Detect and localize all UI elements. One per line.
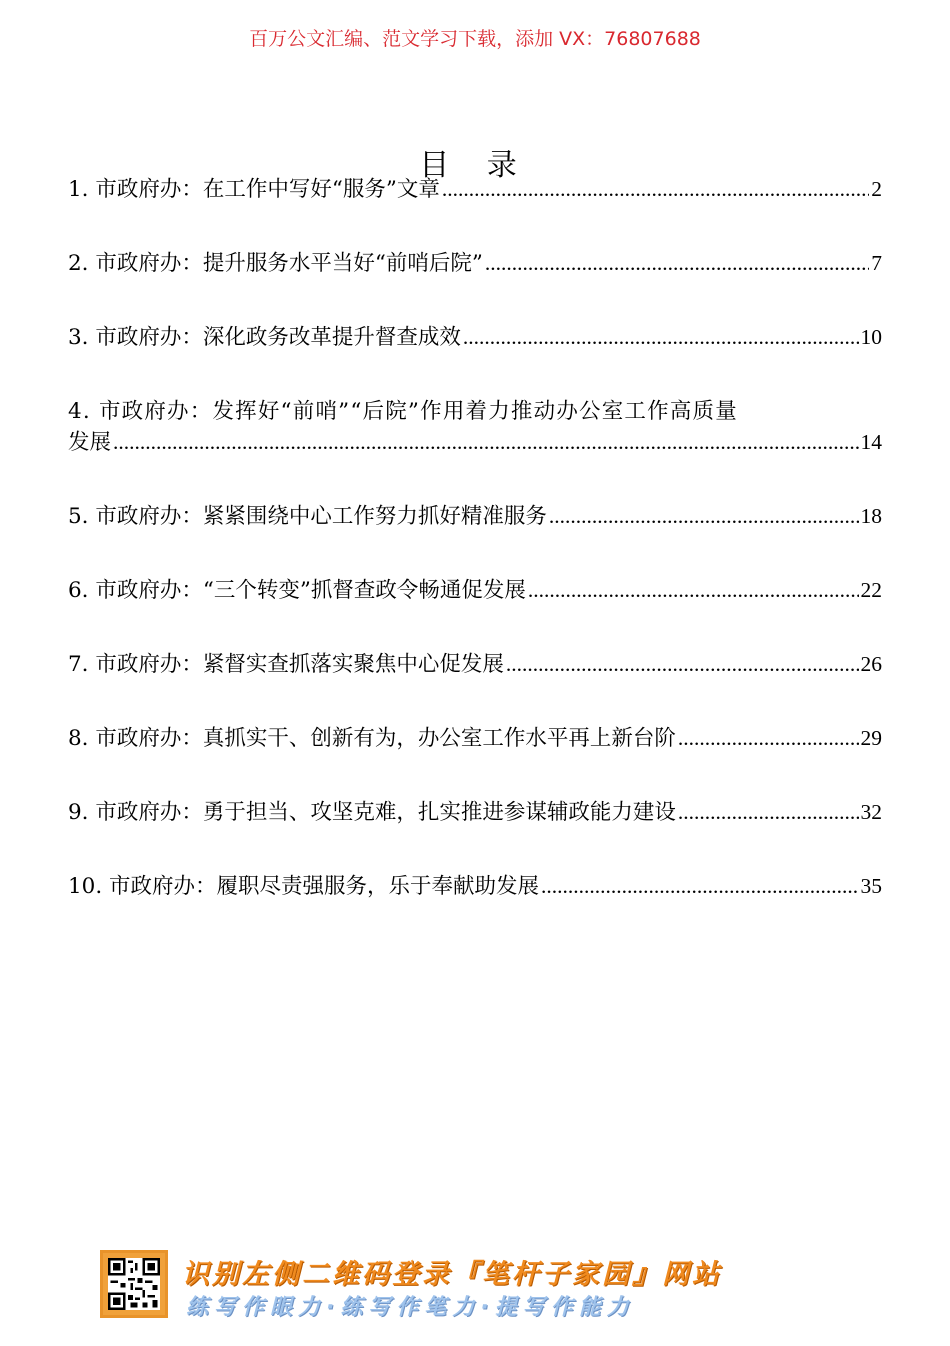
leader-dots <box>506 649 859 680</box>
leader-dots <box>442 174 869 205</box>
toc-page-number: 29 <box>860 726 882 750</box>
toc-entry-7[interactable] <box>68 649 882 680</box>
toc-entry-text: 2. 市政府办：提升服务水平当好“前哨后院” <box>68 251 483 276</box>
toc-page-number: 35 <box>860 874 882 898</box>
toc-entry-10[interactable] <box>68 871 882 902</box>
toc-entry-4[interactable] <box>68 396 882 458</box>
toc-page-number: 26 <box>860 652 882 676</box>
qr-code-icon[interactable] <box>100 1250 168 1318</box>
watermark-header: 百万公文汇编、范文学习下载，添加 VX：76807688 <box>249 28 701 50</box>
toc-entry-text-continued: 发展 <box>68 430 112 455</box>
toc-entry-text: 6. 市政府办：“三个转变”抓督查政令畅通促发展 <box>68 578 526 603</box>
leader-dots <box>678 797 859 828</box>
toc-page-number: 10 <box>860 325 882 349</box>
toc-entry-text: 4. 市政府办：发挥好“前哨”“后院”作用着力推动办公室工作高质量 <box>68 399 738 424</box>
leader-dots <box>678 723 859 754</box>
table-of-contents <box>68 174 882 945</box>
toc-entry-2[interactable] <box>68 248 882 279</box>
toc-entry-9[interactable] <box>68 797 882 828</box>
toc-page-number: 22 <box>860 578 882 602</box>
toc-entry-text: 10. 市政府办：履职尽责强服务，乐于奉献助发展 <box>68 874 540 899</box>
leader-dots <box>541 871 858 902</box>
toc-entry-5[interactable] <box>68 501 882 532</box>
toc-entry-text: 7. 市政府办：紧督实查抓落实聚焦中心促发展 <box>68 652 504 677</box>
leader-dots <box>113 427 858 458</box>
footer-slogan-primary: 识别左侧二维码登录『笔杆子家园』网站 <box>182 1259 722 1290</box>
toc-page-number: 32 <box>860 800 882 824</box>
toc-entry-text: 9. 市政府办：勇于担当、攻坚克难，扎实推进参谋辅政能力建设 <box>68 800 676 825</box>
toc-title: 目 录 <box>419 148 531 183</box>
leader-dots <box>528 575 859 606</box>
toc-entry-text: 3. 市政府办：深化政务改革提升督查成效 <box>68 325 461 350</box>
leader-dots <box>549 501 859 532</box>
footer-banner <box>100 1250 860 1322</box>
footer-slogan-secondary: 练写作眼力·练写作笔力·提写作能力 <box>186 1295 635 1320</box>
toc-page-number: 18 <box>860 504 882 528</box>
leader-dots <box>485 248 869 279</box>
toc-entry-1[interactable] <box>68 174 882 205</box>
toc-page-number: 2 <box>871 177 882 201</box>
toc-entry-6[interactable] <box>68 575 882 606</box>
toc-entry-3[interactable] <box>68 322 882 353</box>
toc-entry-8[interactable] <box>68 723 882 754</box>
leader-dots <box>463 322 859 353</box>
toc-entry-text: 1. 市政府办：在工作中写好“服务”文章 <box>68 177 440 202</box>
toc-page-number: 7 <box>871 251 882 275</box>
toc-page-number: 14 <box>860 430 882 454</box>
toc-entry-text: 5. 市政府办：紧紧围绕中心工作努力抓好精准服务 <box>68 504 547 529</box>
toc-entry-text: 8. 市政府办：真抓实干、创新有为，办公室工作水平再上新台阶 <box>68 726 676 751</box>
